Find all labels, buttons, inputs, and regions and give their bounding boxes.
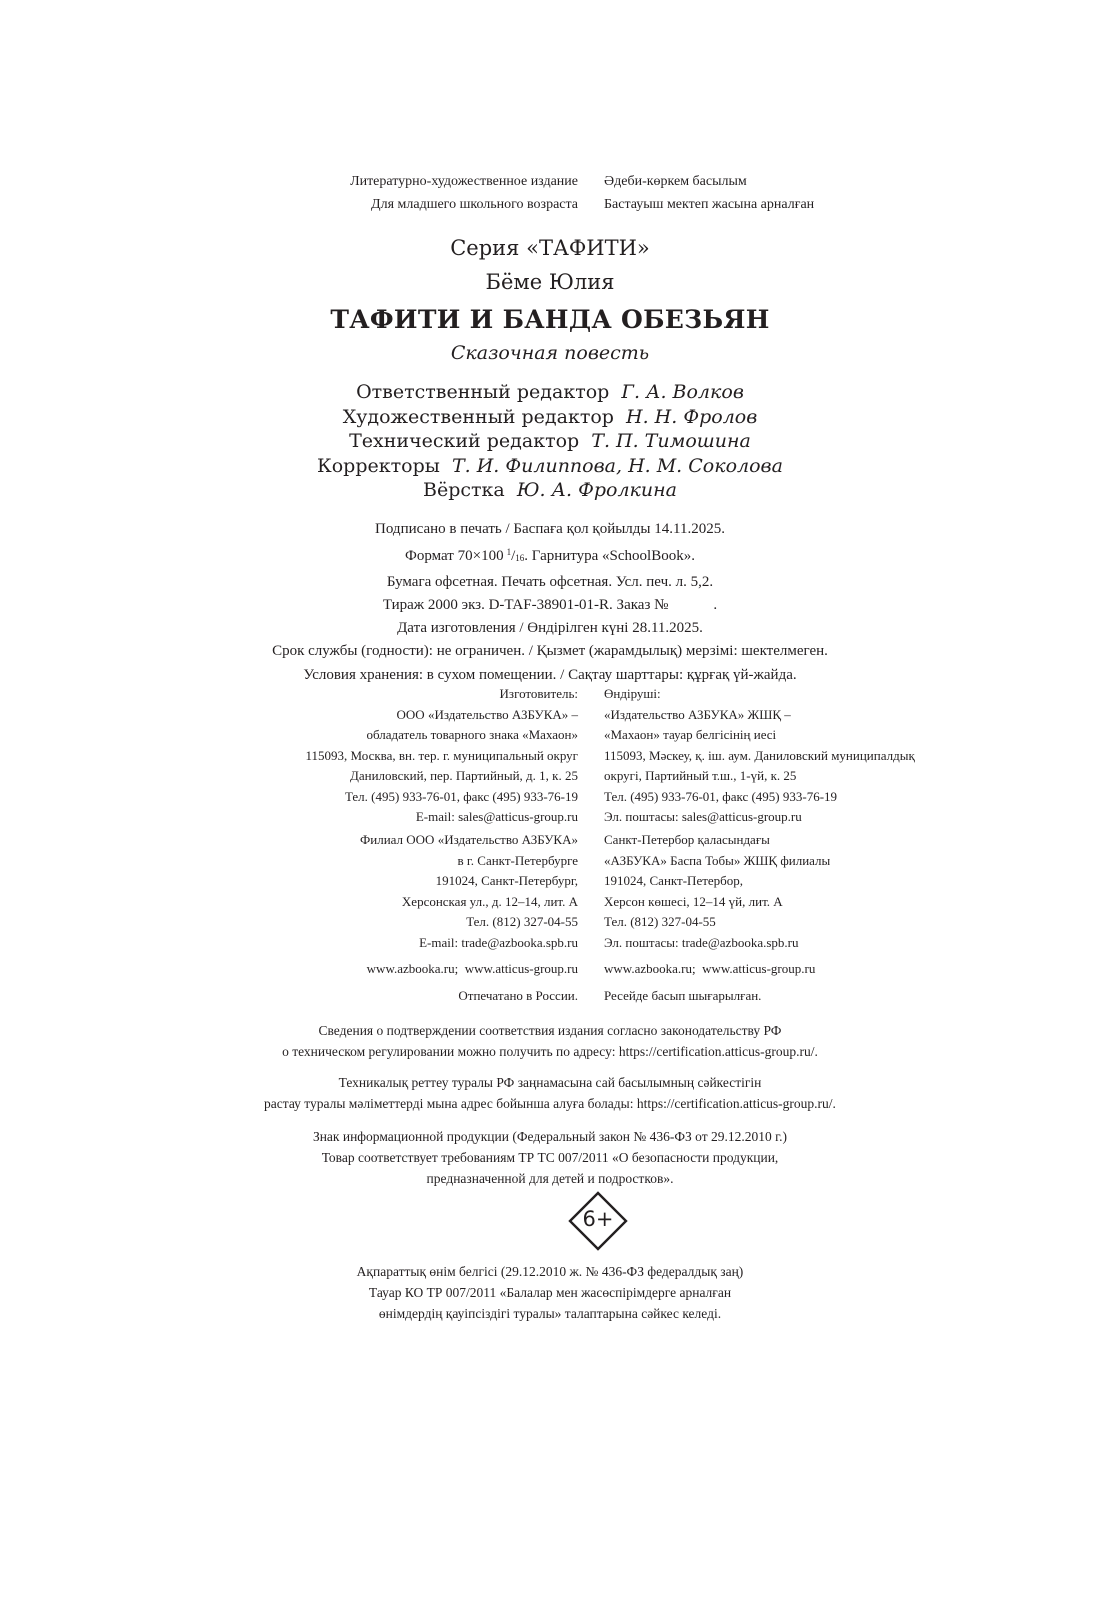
credit-name: Ю. А. Фролкина	[516, 479, 677, 501]
credit-name: Т. П. Тимошина	[591, 430, 751, 452]
age-group-ru: Для младшего школьного возраста	[371, 197, 578, 212]
credit-line	[0, 429, 1100, 454]
trade-email-kz: Эл. поштасы: trade@azbooka.spb.ru	[604, 934, 799, 950]
edition-type-ru: Литературно-художественное издание	[350, 174, 578, 189]
credit-line	[0, 405, 1100, 430]
age-rating-badge	[568, 1191, 628, 1251]
credit-name: Н. Н. Фролов	[626, 405, 758, 428]
print-run-line: Тираж 2000 экз. D-TAF-38901-01-R. Заказ № .	[382, 596, 718, 613]
sales-email-ru: E-mail: sales@atticus-group.ru	[415, 809, 578, 824]
info-sign-ru: Знак информационной продукции (Федеральный закон № 436-ФЗ от 29.12.2010 г.) Товар соответствует требованиям ТР ТС 007/2011 «О безопасности продукции, предназначенной для детей и подростков».	[312, 1129, 788, 1186]
shelf-life: Срок службы (годности): не ограничен. / Қызмет (жарамдылық) мерзімі: шектелмеген.	[272, 643, 828, 660]
age-rating-label: 6+	[582, 1207, 614, 1231]
manufacture-date: Дата изготовления / Өндірілген күні 28.11.2025.	[397, 620, 703, 637]
trade-email-ru: E-mail: trade@azbooka.spb.ru	[419, 934, 578, 950]
book-subtitle: Сказочная повесть	[450, 342, 650, 364]
printed-in-kz: Ресейде басып шығарылған.	[604, 988, 762, 1003]
branch-kz: Санкт-Петербор қаласындағы «АЗБУКА» Баспа Тобы» ЖШҚ филиалы 191024, Санкт-Петербор, Херсон көшесі, 12–14 үй, лит. А Тел. (812) 327-04-55 Эл. поштасы: trade@azbooka.spb.ru	[604, 830, 830, 953]
info-sign-kz: Ақпараттық өнім белгісі (29.12.2010 ж. № 436-ФЗ федералдық заң) Тауар КО ТР 007/2011 «Балалар мен жасөспірімдерге арналған өнімдердің қауіпсіздігі туралы» талаптарына сәйкес келеді.	[356, 1264, 744, 1321]
credit-line	[0, 478, 1100, 503]
book-title: ТАФИТИ И БАНДА ОБЕЗЬЯН	[330, 305, 770, 334]
credit-line	[0, 454, 1100, 479]
edition-type-kz: Әдеби-көркем басылым	[604, 174, 747, 189]
credit-line	[0, 380, 1100, 405]
credit-name: Г. А. Волков	[621, 381, 744, 403]
header-right	[604, 170, 814, 216]
format-line: Формат 70×100 $^1$/16. Гарнитура «SchoolBook».	[405, 547, 695, 565]
manufacturer-kz: Өндіруші: «Издательство АЗБУКА» ЖШҚ – «Махаон» тауар белгісінің иесі 115093, Мәскеу, қ. іш. аум. Даниловский муниципалдық округі, Партийный т.ш., 1-үй, к. 25 Тел. (495) 933-76-01, факс (495) 933-76-19 Эл. поштасы: sales@atticus-group.ru	[604, 684, 915, 828]
sales-email-kz: Эл. поштасы: sales@atticus-group.ru	[604, 809, 802, 824]
header-left	[350, 170, 578, 216]
credit-role: Корректоры	[317, 454, 440, 477]
paper-line: Бумага офсетная. Печать офсетная. Усл. печ. л. 5,2.	[386, 573, 714, 590]
credit-role: Художественный редактор	[342, 405, 614, 428]
websites-ru: www.azbooka.ru; www.atticus-group.ru	[366, 961, 578, 976]
credit-role: Вёрстка	[423, 479, 505, 501]
manufacturer-ru: Изготовитель: ООО «Издательство АЗБУКА» – обладатель товарного знака «Махаон» 115093, Москва, вн. тер. г. муниципальный округ Даниловский, пер. Партийный, д. 1, к. 25 Тел. (495) 933-76-01, факс (495) 933-76-19 E-mail: sales@atticus-group.ru	[306, 684, 579, 828]
imprint-details	[0, 518, 1100, 687]
credit-name: Т. И. Филиппова, Н. М. Соколова	[451, 454, 783, 477]
credits-block	[0, 380, 1100, 503]
author-name: Бёме Юлия	[485, 270, 615, 294]
age-group-kz: Бастауыш мектеп жасына арналған	[604, 197, 815, 212]
printed-in-ru: Отпечатано в России.	[458, 988, 578, 1003]
certification-ru: Сведения о подтверждении соответствия издания согласно законодательству РФ о техническом регулировании можно получить по адресу: https://certification.atticus-group.ru/.	[282, 1023, 818, 1059]
credit-role: Технический редактор	[349, 430, 580, 452]
branch-ru: Филиал ООО «Издательство АЗБУКА» в г. Санкт-Петербурге 191024, Санкт-Петербург, Херсонская ул., д. 12–14, лит. А Тел. (812) 327-04-55 E-mail: trade@azbooka.spb.ru	[360, 830, 578, 953]
signed-to-print: Подписано в печать / Баспаға қол қойылды 14.11.2025.	[375, 521, 725, 537]
websites-kz: www.azbooka.ru; www.atticus-group.ru	[604, 961, 816, 976]
credit-role: Ответственный редактор	[356, 381, 610, 403]
storage-conditions: Условия хранения: в сухом помещении. / Сақтау шарттары: құрғақ үй-жайда.	[303, 666, 797, 683]
series-label: Серия «ТАФИТИ»	[450, 236, 650, 260]
certification-kz: Техникалық реттеу туралы РФ заңнамасына сай басылымның сәйкестігін растау туралы мәліметтерді мына адрес бойынша алуға болады: https://certification.atticus-group.ru/.	[264, 1075, 836, 1111]
